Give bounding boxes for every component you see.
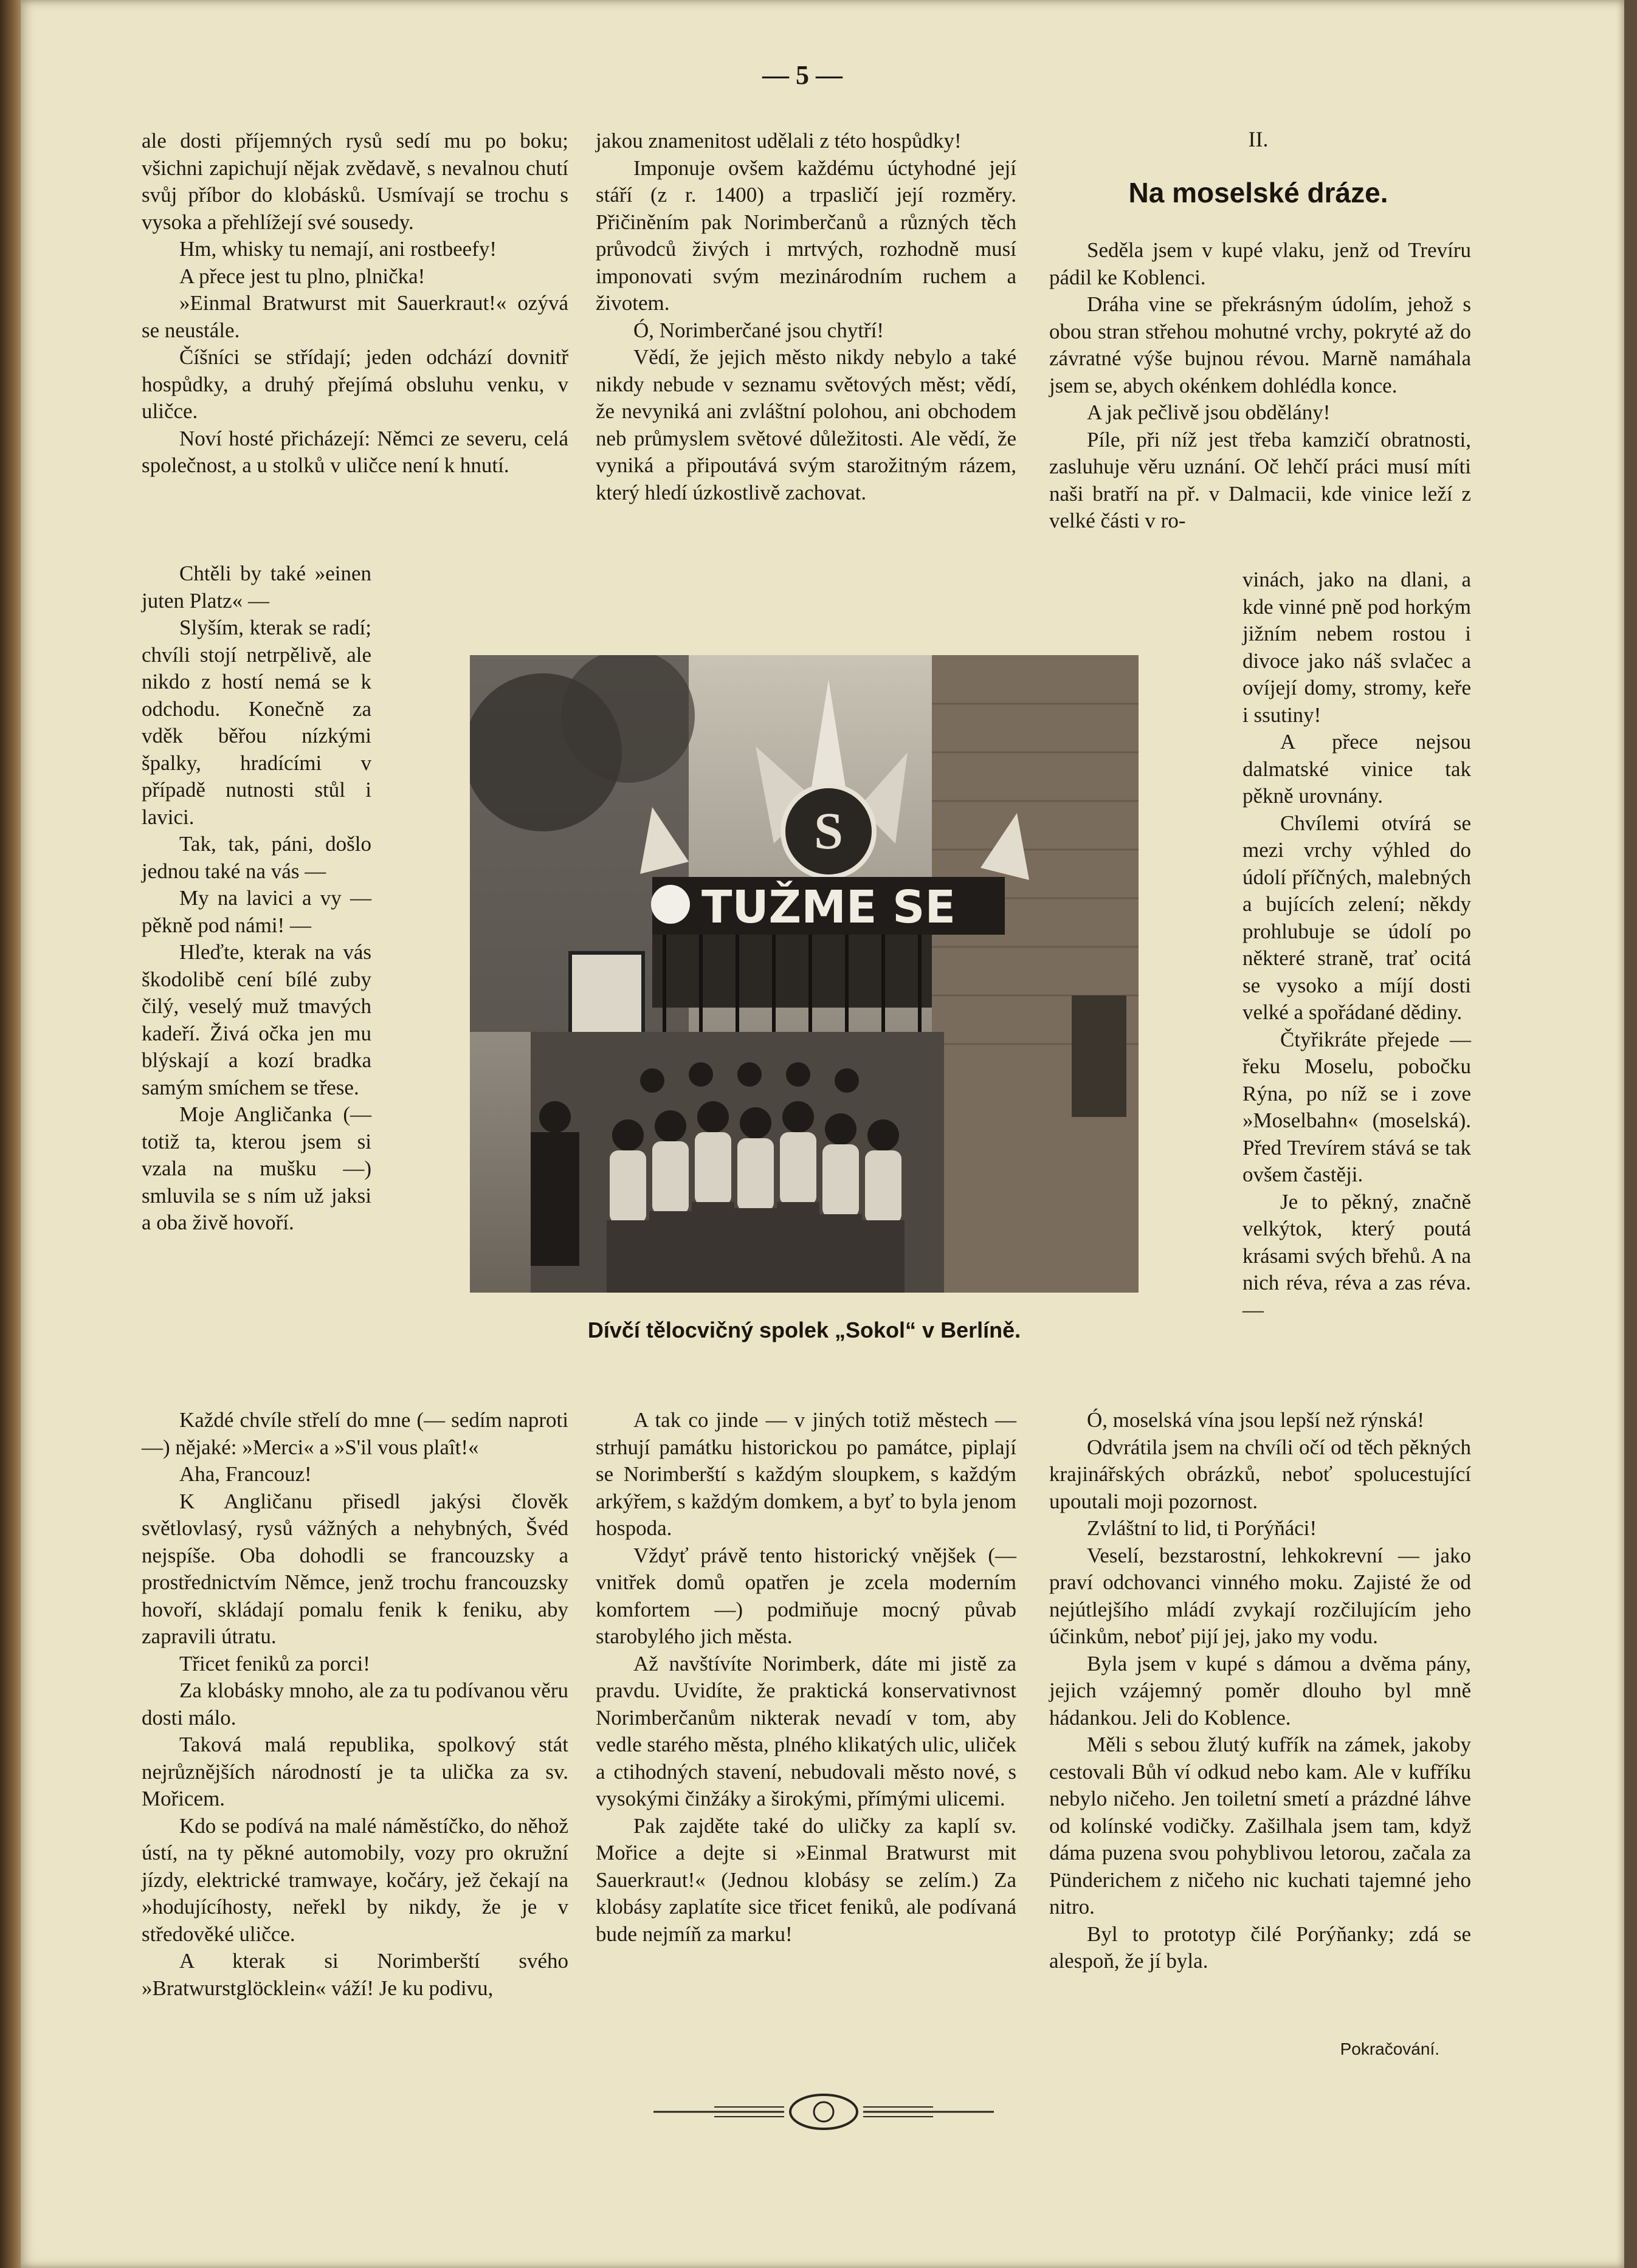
paragraph: Dráha vine se překrásným údolím, jehož s obou stran střehou mohutné vrchy, pokryté až do závratné výše bujnou révou. Marně namáhala jsem se, abych okénkem dohlédla konce. [1049,292,1471,397]
paragraph: Pak zajděte také do uličky za kaplí sv. Mořice a dejte si »Einmal Bratwurst mit Sauerkraut!« (Jednou klobásy se zelím.) Za klobásy zaplatíte sice třicet feniků, ale podívaná bude nejmíň za marku! [596,1813,1016,1946]
paragraph: Byla jsem v kupé s dámou a dvěma pány, jejich vzájemný poměr dlouho byl mně hádankou. Jeli do Koblence. [1049,1651,1471,1730]
paragraph: Tak, tak, páni, došlo jednou také na vás — [142,832,371,883]
paragraph: Byl to prototyp čilé Porýňanky; zdá se alespoň, že jí byla. [1049,1922,1471,1973]
column-3-upper [1049,237,1471,535]
photo-caption: Dívčí tělocvičný spolek „Sokol“ v Berlíně. [587,1318,1021,1342]
paragraph: jakou znamenitost udělali z této hospůdky! [596,129,962,153]
column-2-upper [596,128,1016,506]
banner-text: TUŽME SE [701,881,956,933]
ornament-divider [653,2091,994,2133]
paragraph: Je to pěkný, značně velkýtok, který poutá krásami svých břehů. A na nich réva, réva a zas réva. — [1242,1189,1471,1322]
paragraph: Píle, při níž jest třeba kamzičí obratnosti, zasluhuje věru uznání. Oč lehčí práci musí míti naši bratří na př. v Dalmacii, kde vinice leží z velké části v ro- [1049,427,1471,532]
paragraph: A přece jest tu plno, plnička! [179,264,426,288]
paragraph: A jak pečlivě jsou obdělány! [1087,400,1331,424]
paragraph: Noví hosté přicházejí: Němci ze severu, celá společnost, a u stolků v uličce není k hnutí. [142,426,568,477]
paragraph: Hleďte, kterak na vás škodolibě cení bílé zuby čilý, veselý muž tmavých kadeří. Živá očka jen mu blýskají a kozí bradka samým smíchem se třese. [142,940,371,1099]
paragraph: vinách, jako na dlani, a kde vinné pně pod horkým jižním nebem rostou i divoce jako náš svlačec a ovíjejí domy, stromy, keře i ssutiny! [1242,568,1471,727]
continued-note: Pokračování. [1340,2039,1439,2058]
paragraph: Ó, moselská vína jsou lepší než rýnská! [1087,1408,1425,1432]
column-3-narrow [1242,566,1471,1324]
paragraph: »Einmal Bratwurst mit Sauerkraut!« ozývá se neustále. [142,291,568,342]
paragraph: Zvláštní to lid, ti Porýňáci! [1087,1516,1317,1540]
photo-illustration [470,655,1139,1293]
page-edge [1624,0,1637,2268]
paragraph: Čtyřikráte přejede — řeku Moselu, pobočku Rýna, po níž se i zove »Moselbahn« (moselská). Před Trevírem stává se tak ovšem častěji. [1242,1027,1471,1186]
paragraph: ale dosti příjemných rysů sedí mu po boku; všichni zapichují nějak zvědavě, s nevalnou chutí svůj příbor do klobásků. Usmívají se trochu s vysoka a přehlížejí své sousedy. [142,129,568,234]
column-2-lower [596,1407,1016,1948]
paragraph: Taková malá republika, spolkový stát nejrůznějších národností je ta ulička za sv. Mořicem. [142,1733,568,1810]
paragraph: Ó, Norimberčané jsou chytří! [633,318,884,342]
paragraph: Vždyť právě tento historický vnějšek (— vnitřek domů opatřen je zcela moderním komfortem —) podmiňuje mocný půvab starobylého jich města. [596,1543,1016,1648]
paragraph: Seděla jsem v kupé vlaku, jenž od Trevíru pádil ke Koblenci. [1049,238,1471,289]
paragraph: Hm, whisky tu nemají, ani rostbeefy! [179,237,497,261]
paragraph: Kdo se podívá na malé náměstíčko, do něhož ústí, na ty pěkné automobily, vozy pro okružní jízdy, elektrické tramwaye, kočáry, jež čekají na »hodujícíhosty, neřekl by nikdy, že je v středověké uličce. [142,1813,568,1946]
column-1-upper [142,128,568,479]
paragraph: Odvrátila jsem na chvíli očí od těch pěkných krajinářských obrázků, neboť spolucestující upoutali moji pozornost. [1049,1435,1471,1513]
paragraph: Vědí, že jejich město nikdy nebylo a také nikdy nebude v seznamu světových měst; vědí, že nevyniká ani zvláštní polohou, ani obchodem neb průmyslem světové důležitosti. Ale vědí, že vyniká a připoutává svým starožitným rázem, který hledí úzkostlivě zachovat. [596,345,1016,504]
paragraph: K Angličanu přisedl jakýsi člověk světlovlasý, rysů vážných a nehybných, Švéd nejspíše. Oba dohodli se francouzsky a prostřednictvím Němce, jenž trochu francouzsky hovoří, skládají pomalu fenik k feniku, aby zapravili útratu. [142,1489,568,1648]
paragraph: Imponuje ovšem každému úctyhodné její stáří (z r. 1400) a trpasličí její rozměry. Přičiněním pak Norimberčanů a různých těch průvodců živých i mrtvých, rozhodně musí imponovati svým mezinárodním ruchem a životem. [596,156,1016,315]
paragraph: My na lavici a vy — pěkně pod námi! — [142,886,371,937]
book-spine [0,0,21,2268]
paragraph: Chvílemi otvírá se mezi vrchy výhled do údolí příčných, malebných a bujících zelení; někdy prohlubuje se údolí po některé straně, trať ocitá se vysoko a míjí dosti velké a spořádané dědiny. [1242,811,1471,1024]
paragraph: Veselí, bezstarostní, lehkokrevní — jako praví odchovanci vinného moku. Zajisté že od nejútlejšího mládí zvykají rozčilujícím jeho účinkům, neboť pijí jej, jako my vodu. [1049,1543,1471,1648]
paragraph: Chtěli by také »einen juten Platz« — [142,562,371,613]
paragraph: A kterak si Norimberští svého »Bratwurstglöcklein« váží! Je ku podivu, [142,1949,568,2000]
paragraph: Za klobásky mnoho, ale za tu podívanou věru dosti málo. [142,1679,568,1730]
paragraph: A tak co jinde — v jiných totiž městech — strhují památku historickou po památce, piplají se Norimberští s každým sloupkem, s každým arkýřem, s každým domkem, a byť to byla jenom hospoda. [596,1408,1016,1540]
emblem-letter: S [814,802,843,860]
column-1-narrow [142,560,371,1237]
paragraph: Moje Angličanka (— totiž ta, kterou jsem si vzala na mušku —) smluvila se s ním už jaksi a oba živě hovoří. [142,1102,371,1234]
paragraph: Až navštívíte Norimberk, dáte mi jistě za pravdu. Uvidíte, že praktická konservativnost Norimberčanům nikterak nevadí v tom, aby vedle starého města, plného klikatých ulic, uliček a ctihodných stavení, nebudovali město nové, s vysokými činžáky a širokými, přímými ulicemi. [596,1651,1017,1810]
paragraph: Měli s sebou žlutý kufřík na zámek, jakoby cestovali Bůh ví odkud nebo kam. Ale v kufříku nebylo ničeho. Jen toiletní smetí a prázdné láhve od kolínské vodičky. Zašilhala jsem tam, když dáma puzena svou pohyblivou letorou, začala za Pünderichem z ničeho nic kuchati tajemné jeho nitro. [1049,1733,1471,1919]
column-1-lower [142,1407,568,2002]
paragraph: A přece nejsou dalmatské vinice tak pěkně urovnány. [1242,730,1471,808]
column-3-lower [1049,1407,1471,1975]
paragraph: Aha, Francouz! [179,1462,312,1486]
page-number: — 5 — [762,60,843,90]
paragraph: Číšníci se střídají; jeden odchází dovnitř hospůdky, a druhý přejímá obsluhu venku, v uličce. [142,345,568,423]
section-title: Na moselské dráze. [1128,177,1388,208]
paragraph: Slyším, kterak se radí; chvíli stojí netrpělivě, ale nikdo z hostí nemá se k odchodu. Konečně za vděk běřou nízkými špalky, hradícími v případě nutnosti stůl i lavici. [142,616,371,829]
section-number: II. [1248,127,1269,151]
paragraph: Každé chvíle střelí do mne (— sedím naproti —) nějaké: »Merci« a »S'il vous plaît!« [142,1408,568,1459]
photo-sokol-group [470,655,1139,1293]
paragraph: Třicet feniků za porci! [179,1651,370,1675]
